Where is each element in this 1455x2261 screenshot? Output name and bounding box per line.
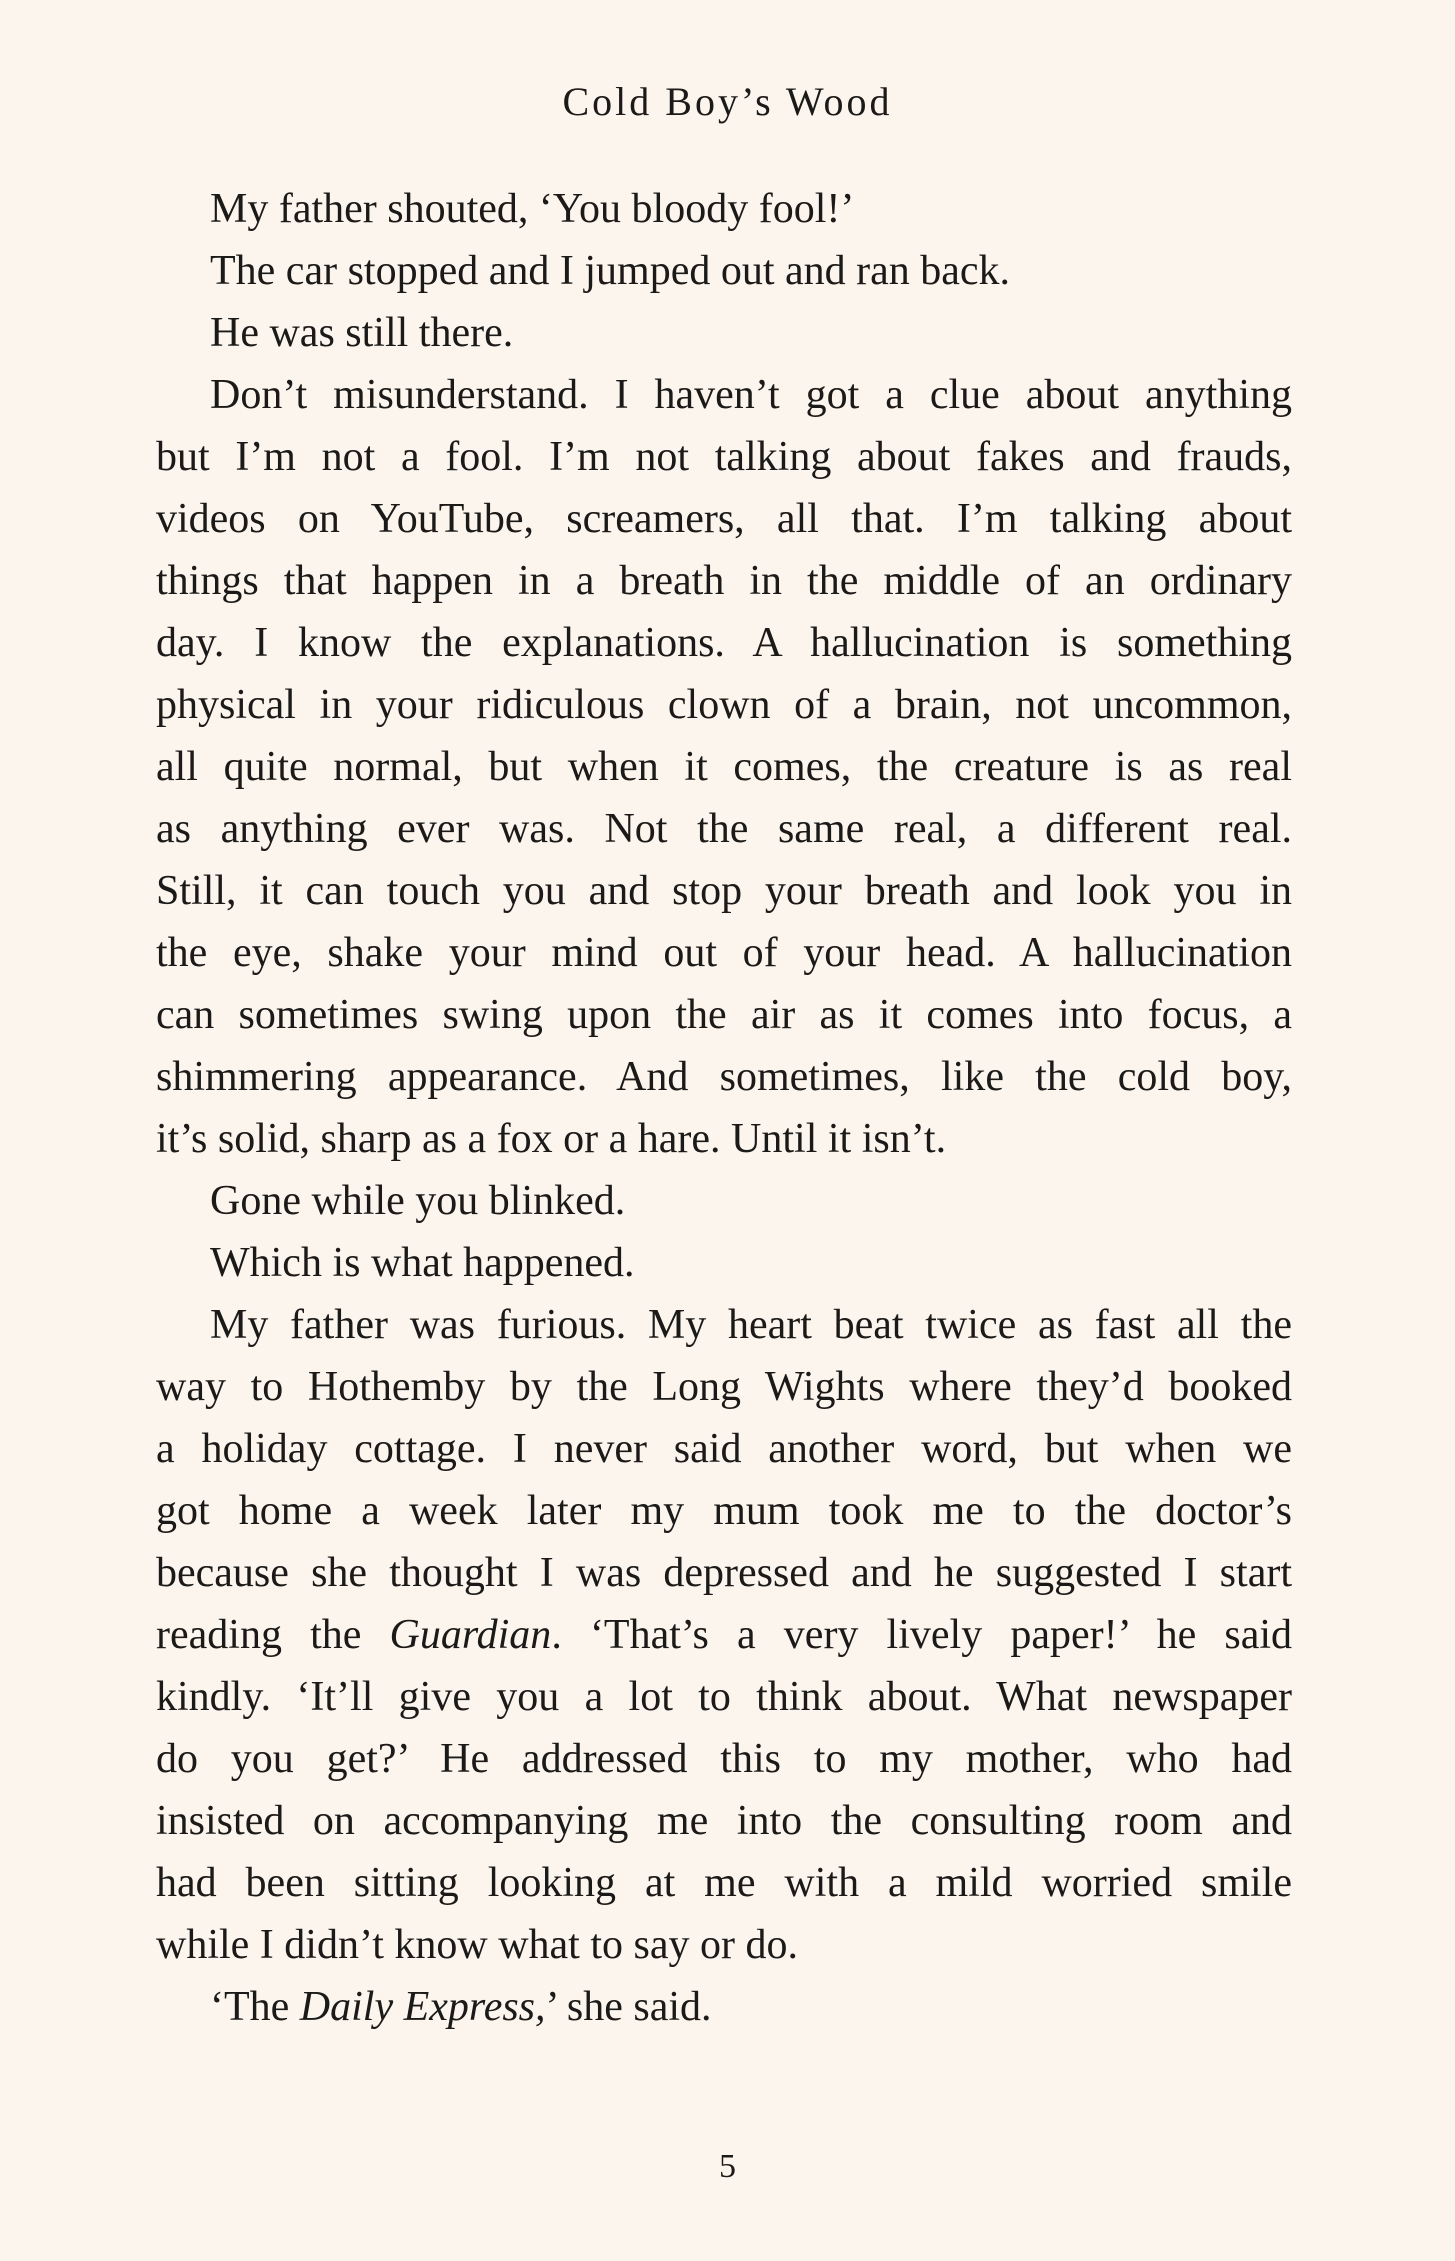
text-line: had been sitting looking at me with a mild worried smile (156, 1860, 1292, 1906)
page-number: 5 (719, 2148, 736, 2185)
text-line: videos on YouTube, screamers, all that. I’m talking about (156, 496, 1292, 542)
text-run: ’ she said. (545, 1984, 712, 2030)
text-run: reading the (156, 1612, 390, 1658)
running-head: Cold Boy’s Wood (562, 79, 893, 124)
text-line: way to Hothemby by the Long Wights where they’d booked (156, 1364, 1292, 1410)
text-line: Still, it can touch you and stop your breath and look you in (156, 868, 1292, 914)
text-line: physical in your ridiculous clown of a brain, not uncommon, (156, 682, 1292, 728)
text-line: it’s solid, sharp as a fox or a hare. Until it isn’t. (156, 1116, 947, 1162)
text-line: can sometimes swing upon the air as it comes into focus, a (156, 992, 1292, 1038)
text-line: Gone while you blinked. (210, 1178, 626, 1224)
text-line: the eye, shake your mind out of your head. A hallucination (156, 930, 1292, 976)
text-line: but I’m not a fool. I’m not talking about fakes and frauds, (156, 434, 1292, 480)
text-line: Don’t misunderstand. I haven’t got a clue about anything (210, 372, 1292, 418)
italic-title: Guardian (389, 1612, 552, 1658)
text-line: as anything ever was. Not the same real, a different real. (156, 806, 1292, 852)
text-line: while I didn’t know what to say or do. (156, 1922, 798, 1968)
text-line: day. I know the explanations. A hallucination is something (156, 620, 1292, 666)
text-line: insisted on accompanying me into the consulting room and (156, 1798, 1292, 1844)
text-line: My father was furious. My heart beat twice as fast all the (210, 1302, 1292, 1348)
text-line: kindly. ‘It’ll give you a lot to think about. What newspaper (156, 1674, 1292, 1720)
text-line: Which is what happened. (210, 1240, 635, 1286)
text-run: ‘The (210, 1984, 300, 2030)
text-line: a holiday cottage. I never said another word, but when we (156, 1426, 1292, 1472)
text-line: My father shouted, ‘You bloody fool!’ (210, 186, 855, 232)
text-line (156, 1604, 1292, 1666)
text-line: all quite normal, but when it comes, the creature is as real (156, 744, 1292, 790)
text-line (156, 1976, 1292, 2038)
text-line: got home a week later my mum took me to the doctor’s (156, 1488, 1292, 1534)
text-line: He was still there. (210, 310, 514, 356)
italic-title: Daily Express, (299, 1984, 546, 2030)
body-text (156, 178, 1292, 2038)
text-line: because she thought I was depressed and he suggested I start (156, 1550, 1292, 1596)
text-line: things that happen in a breath in the middle of an ordinary (156, 558, 1292, 604)
text-line: The car stopped and I jumped out and ran back. (210, 248, 1011, 294)
text-line: do you get?’ He addressed this to my mother, who had (156, 1736, 1292, 1782)
text-line: shimmering appearance. And sometimes, like the cold boy, (156, 1054, 1292, 1100)
text-run: . ‘That’s a very lively paper!’ he said (551, 1612, 1293, 1658)
